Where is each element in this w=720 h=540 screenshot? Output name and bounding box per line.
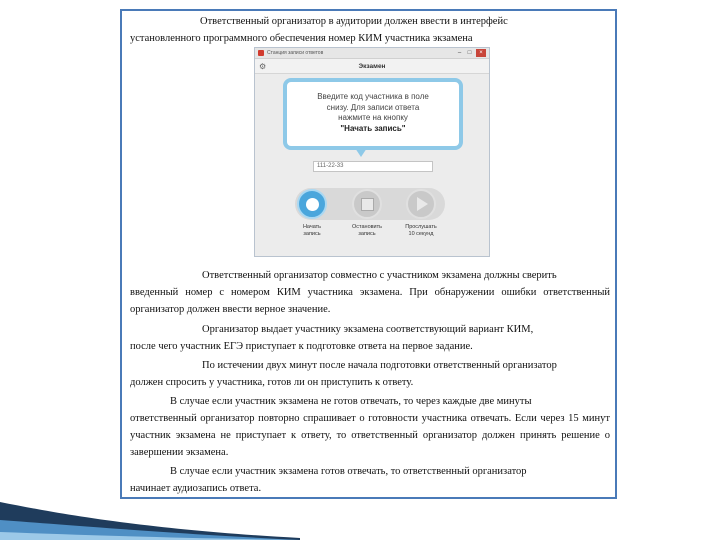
window-heading: Экзамен — [358, 62, 386, 70]
participant-code-input[interactable]: 111-22-33 — [313, 161, 433, 172]
label-line: Остановить — [351, 224, 383, 230]
paragraph-text: ответственный организатор повторно спрашивает о готовности участника отвечать. Если через 15 минут участник экзамена не приступает к ответу, то ответственный организатор должен принять решение о завершении экзамена. — [130, 413, 610, 458]
paragraph — [130, 267, 610, 318]
play-10-seconds-button[interactable] — [406, 189, 436, 219]
app-window-screenshot — [254, 47, 490, 257]
paragraph-first-line: По истечении двух минут после начала подготовки ответственный организатор — [202, 360, 557, 371]
gear-icon[interactable]: ⚙ — [259, 61, 267, 71]
paragraph — [130, 463, 610, 497]
paragraph-first-line: Ответственный организатор совместно с участником экзамена должны сверить — [202, 270, 557, 281]
paragraph-first-line: В случае если участник экзамена не готов отвечать, то через каждые две минуты — [170, 396, 532, 407]
bubble-tail — [355, 148, 367, 157]
label-line: Начать — [302, 224, 322, 230]
bubble-text-line: снизу. Для записи ответа — [326, 102, 420, 112]
stop-icon — [361, 198, 374, 211]
paragraph — [130, 393, 610, 461]
stop-recording-label — [343, 224, 391, 238]
label-line: Прослушать — [405, 224, 437, 230]
document-page — [120, 9, 617, 499]
minimize-icon[interactable]: – — [457, 50, 462, 56]
paragraph-text: должен спросить у участника, готов ли он приступить к ответу. — [130, 377, 414, 388]
paragraph-first-line: Организатор выдает участнику экзамена соответствующий вариант КИМ, — [202, 324, 534, 335]
play-icon — [417, 197, 428, 211]
paragraph — [130, 357, 610, 391]
start-recording-button[interactable] — [297, 189, 327, 219]
paragraph — [130, 13, 610, 47]
label-line: запись — [358, 231, 376, 237]
paragraph-text: начинает аудиозапись ответа. — [130, 483, 262, 494]
stop-recording-button[interactable] — [352, 189, 382, 219]
paragraph-text: после чего участник ЕГЭ приступает к подготовке ответа на первое задание. — [130, 341, 473, 352]
close-icon[interactable]: × — [476, 49, 486, 57]
start-recording-label — [288, 224, 336, 238]
play-10-seconds-label — [397, 224, 445, 238]
paragraph-first-line: В случае если участник экзамена готов отвечать, то ответственный организатор — [170, 466, 527, 477]
bubble-action-text: "Начать запись" — [340, 123, 406, 133]
paragraph-first-line: Ответственный организатор в аудитории должен ввести в интерфейс — [200, 16, 508, 27]
instruction-bubble — [283, 78, 463, 150]
app-icon — [258, 50, 264, 56]
paragraph-text: введенный номер с номером КИМ участника экзамена. При обнаружении ошибки ответственный организатор должен ввести верное значение. — [130, 287, 610, 315]
label-line: 10 секунд — [408, 231, 434, 237]
window-titlebar — [255, 48, 489, 59]
maximize-icon[interactable]: □ — [467, 50, 472, 56]
paragraph-text: установленного программного обеспечения номер КИМ участника экзамена — [130, 33, 473, 44]
window-toolbar — [255, 59, 489, 74]
record-icon — [306, 198, 319, 211]
paragraph — [130, 321, 610, 355]
label-line: запись — [303, 231, 321, 237]
window-title: Станция записи ответов — [267, 50, 324, 56]
bubble-text-line: Введите код участника в поле — [317, 92, 429, 101]
bubble-text-line: нажмите на кнопку — [338, 113, 408, 122]
